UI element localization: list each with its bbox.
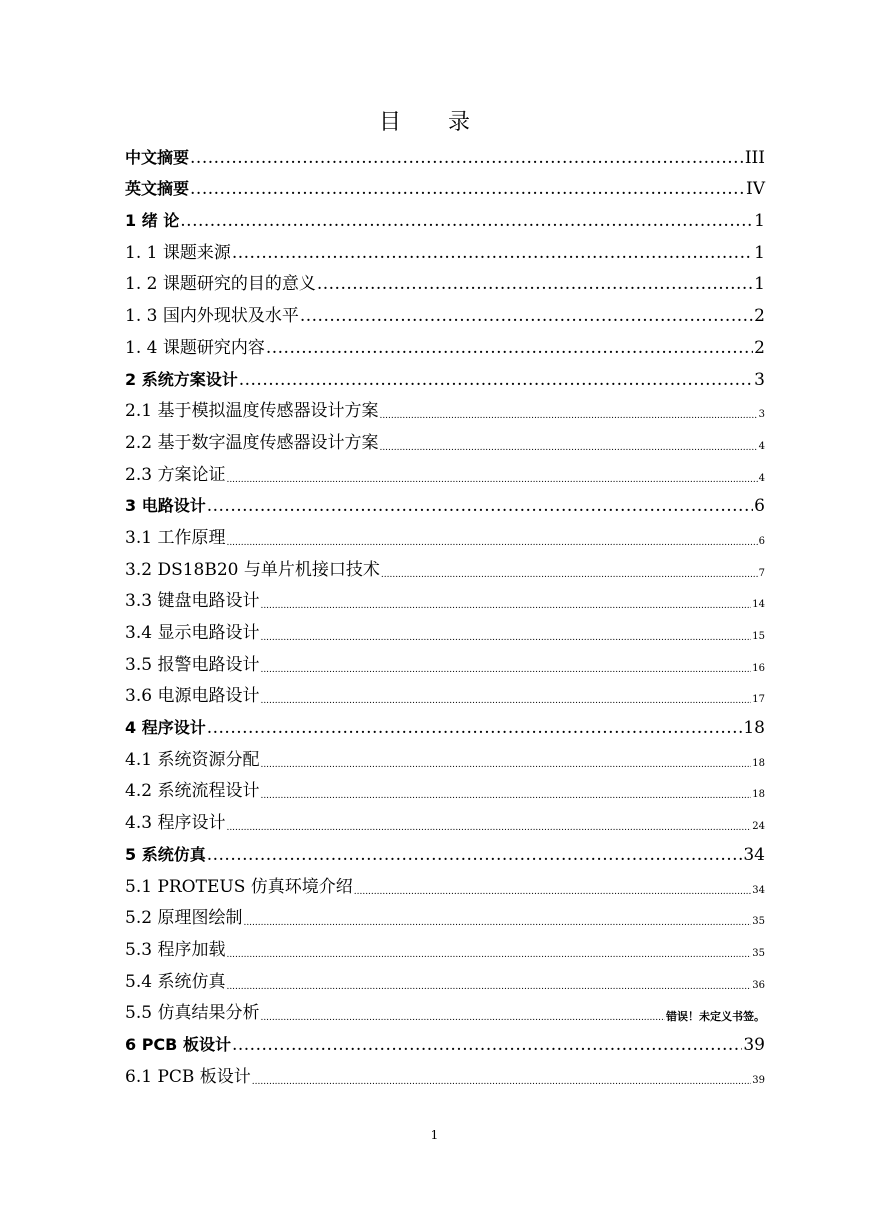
toc-leader bbox=[354, 887, 752, 897]
toc-entry-label: 3.4 显示电路设计 bbox=[125, 623, 260, 643]
toc-leader bbox=[260, 760, 751, 770]
toc-entry-5-2[interactable] bbox=[125, 901, 765, 933]
toc-entry-page: 6 bbox=[758, 535, 765, 547]
toc-entry-page: 1 bbox=[754, 211, 765, 232]
toc-leader bbox=[207, 718, 743, 738]
toc-leader bbox=[260, 601, 751, 611]
toc-entry-label: 2.3 方案论证 bbox=[125, 464, 226, 485]
toc-entry-3-5[interactable] bbox=[125, 647, 765, 679]
toc-entry-4-2[interactable] bbox=[125, 774, 765, 806]
toc-entry-label: 5.5 仿真结果分析 bbox=[125, 1003, 260, 1024]
toc-entry-label: 3.3 键盘电路设计 bbox=[125, 591, 260, 612]
toc-leader bbox=[232, 1035, 742, 1055]
toc-leader bbox=[180, 211, 753, 231]
toc-entry-page: 14 bbox=[752, 599, 765, 611]
toc-entry-4-1[interactable] bbox=[125, 742, 765, 774]
toc-entry-page: 36 bbox=[752, 979, 765, 991]
toc-entry-3-2[interactable] bbox=[125, 552, 765, 584]
toc-entry-4-3[interactable] bbox=[125, 805, 765, 837]
toc-entry-2-1[interactable] bbox=[125, 394, 765, 426]
toc-title: 目 录 bbox=[379, 110, 490, 135]
toc-entry-label: 5.1 PROTEUS 仿真环境介绍 bbox=[125, 876, 353, 897]
toc-leader bbox=[226, 950, 751, 960]
toc-leader bbox=[232, 243, 753, 263]
toc-entry-3-1[interactable] bbox=[125, 520, 765, 552]
toc-entry-1-4[interactable] bbox=[125, 330, 765, 362]
toc-entry-page: 15 bbox=[752, 631, 765, 642]
toc-entry-ch4[interactable] bbox=[125, 710, 765, 742]
toc-entry-label: 1. 2 课题研究的目的意义 bbox=[125, 274, 316, 295]
toc-entry-2-3[interactable] bbox=[125, 457, 765, 489]
toc-entry-page: 3 bbox=[758, 409, 765, 421]
toc-leader bbox=[226, 982, 751, 992]
toc-leader bbox=[190, 179, 745, 199]
toc-entry-label: 5.3 程序加载 bbox=[125, 939, 226, 960]
toc-leader bbox=[226, 538, 757, 548]
toc-entry-5-5[interactable] bbox=[125, 996, 765, 1028]
toc-leader bbox=[243, 918, 751, 928]
toc-leader bbox=[381, 570, 758, 580]
toc-entry-page: 34 bbox=[752, 884, 765, 896]
toc-entry-label: 4.2 系统流程设计 bbox=[125, 781, 260, 802]
toc-leader bbox=[190, 148, 744, 168]
toc-entry-page: 24 bbox=[752, 821, 765, 833]
toc-leader bbox=[226, 823, 751, 833]
page-number: 1 bbox=[430, 1128, 439, 1142]
toc-entry-page: 1 bbox=[754, 242, 765, 263]
toc-entry-label: 2 系统方案设计 bbox=[125, 369, 238, 389]
toc-entry-1-1[interactable] bbox=[125, 235, 765, 267]
toc-entry-5-3[interactable] bbox=[125, 932, 765, 964]
toc-entry-label: 4 程序设计 bbox=[125, 718, 206, 738]
toc-entry-page: 18 bbox=[743, 718, 765, 739]
toc-entry-page: 7 bbox=[758, 567, 765, 579]
toc-list bbox=[125, 140, 765, 1091]
toc-entry-page: 17 bbox=[752, 694, 765, 706]
toc-entry-page: 2 bbox=[754, 337, 765, 358]
toc-entry-label: 3.6 电源电路设计 bbox=[125, 686, 260, 707]
toc-entry-label: 4.3 程序设计 bbox=[125, 813, 226, 834]
toc-entry-5-1[interactable] bbox=[125, 869, 765, 901]
toc-entry-ch3[interactable] bbox=[125, 489, 765, 521]
toc-entry-label: 2.1 基于模拟温度传感器设计方案 bbox=[125, 401, 379, 422]
toc-entry-page: 35 bbox=[752, 947, 765, 959]
toc-leader bbox=[260, 696, 751, 706]
toc-leader bbox=[260, 633, 751, 643]
toc-leader bbox=[239, 370, 753, 390]
toc-entry-label: 3 电路设计 bbox=[125, 496, 206, 516]
toc-entry-ch2[interactable] bbox=[125, 362, 765, 394]
toc-entry-page: 3 bbox=[754, 369, 765, 390]
toc-leader bbox=[266, 338, 753, 358]
toc-entry-page: III bbox=[744, 147, 765, 168]
toc-leader bbox=[260, 1013, 665, 1023]
toc-entry-label: 5.2 原理图绘制 bbox=[125, 908, 243, 929]
toc-leader bbox=[379, 443, 757, 453]
toc-entry-1-3[interactable] bbox=[125, 298, 765, 330]
toc-entry-page: 18 bbox=[752, 757, 765, 769]
toc-entry-page: 34 bbox=[743, 844, 765, 865]
toc-entry-abstract-en[interactable] bbox=[125, 172, 765, 204]
toc-entry-page: 4 bbox=[758, 440, 765, 452]
toc-entry-label: 英文摘要 bbox=[125, 179, 190, 199]
toc-entry-label: 3.1 工作原理 bbox=[125, 527, 226, 548]
toc-entry-abstract-cn[interactable] bbox=[125, 140, 765, 172]
toc-entry-label: 中文摘要 bbox=[125, 147, 190, 167]
toc-entry-label: 4.1 系统资源分配 bbox=[125, 749, 260, 770]
toc-leader bbox=[260, 791, 751, 801]
toc-entry-page: IV bbox=[746, 179, 765, 200]
toc-entry-1-2[interactable] bbox=[125, 267, 765, 299]
toc-entry-page: 2 bbox=[754, 306, 765, 327]
toc-entry-label: 3.2 DS18B20 与单片机接口技术 bbox=[125, 559, 380, 580]
toc-leader bbox=[260, 665, 751, 675]
toc-leader bbox=[252, 1077, 751, 1087]
toc-leader bbox=[379, 411, 757, 421]
toc-entry-label: 6 PCB 板设计 bbox=[125, 1034, 231, 1054]
toc-entry-3-3[interactable] bbox=[125, 584, 765, 616]
toc-entry-page: 39 bbox=[743, 1034, 765, 1055]
toc-entry-label: 5.4 系统仿真 bbox=[125, 971, 226, 992]
toc-leader bbox=[207, 496, 753, 516]
toc-entry-label: 1 绪 论 bbox=[125, 211, 180, 231]
toc-entry-label: 1. 1 课题来源 bbox=[125, 242, 231, 263]
toc-entry-label: 1. 4 课题研究内容 bbox=[125, 337, 265, 358]
toc-entry-3-4[interactable] bbox=[125, 615, 765, 647]
toc-leader bbox=[226, 475, 757, 485]
toc-entry-label: 6.1 PCB 板设计 bbox=[125, 1066, 251, 1087]
toc-leader bbox=[317, 274, 753, 294]
toc-entry-ch5[interactable] bbox=[125, 837, 765, 869]
toc-entry-3-6[interactable] bbox=[125, 679, 765, 711]
toc-entry-2-2[interactable] bbox=[125, 425, 765, 457]
toc-entry-5-4[interactable] bbox=[125, 964, 765, 996]
toc-entry-label: 5 系统仿真 bbox=[125, 844, 206, 864]
toc-entry-label: 3.5 报警电路设计 bbox=[125, 654, 260, 675]
toc-entry-page: 35 bbox=[752, 916, 765, 928]
toc-entry-page: 1 bbox=[754, 274, 765, 295]
toc-entry-page: 4 bbox=[758, 472, 765, 484]
toc-entry-label: 2.2 基于数字温度传感器设计方案 bbox=[125, 432, 379, 453]
toc-entry-page: 18 bbox=[752, 789, 765, 801]
toc-entry-page: 39 bbox=[752, 1074, 765, 1086]
toc-entry-ch1[interactable] bbox=[125, 203, 765, 235]
toc-leader bbox=[300, 306, 753, 326]
toc-entry-6-1[interactable] bbox=[125, 1059, 765, 1091]
toc-entry-page: 6 bbox=[754, 496, 765, 517]
toc-leader bbox=[207, 845, 743, 865]
toc-entry-ch6[interactable] bbox=[125, 1027, 765, 1059]
toc-entry-label: 1. 3 国内外现状及水平 bbox=[125, 306, 299, 327]
toc-entry-page-error: 错误！未定义书签。 bbox=[666, 1010, 765, 1024]
toc-entry-page: 16 bbox=[752, 662, 765, 674]
